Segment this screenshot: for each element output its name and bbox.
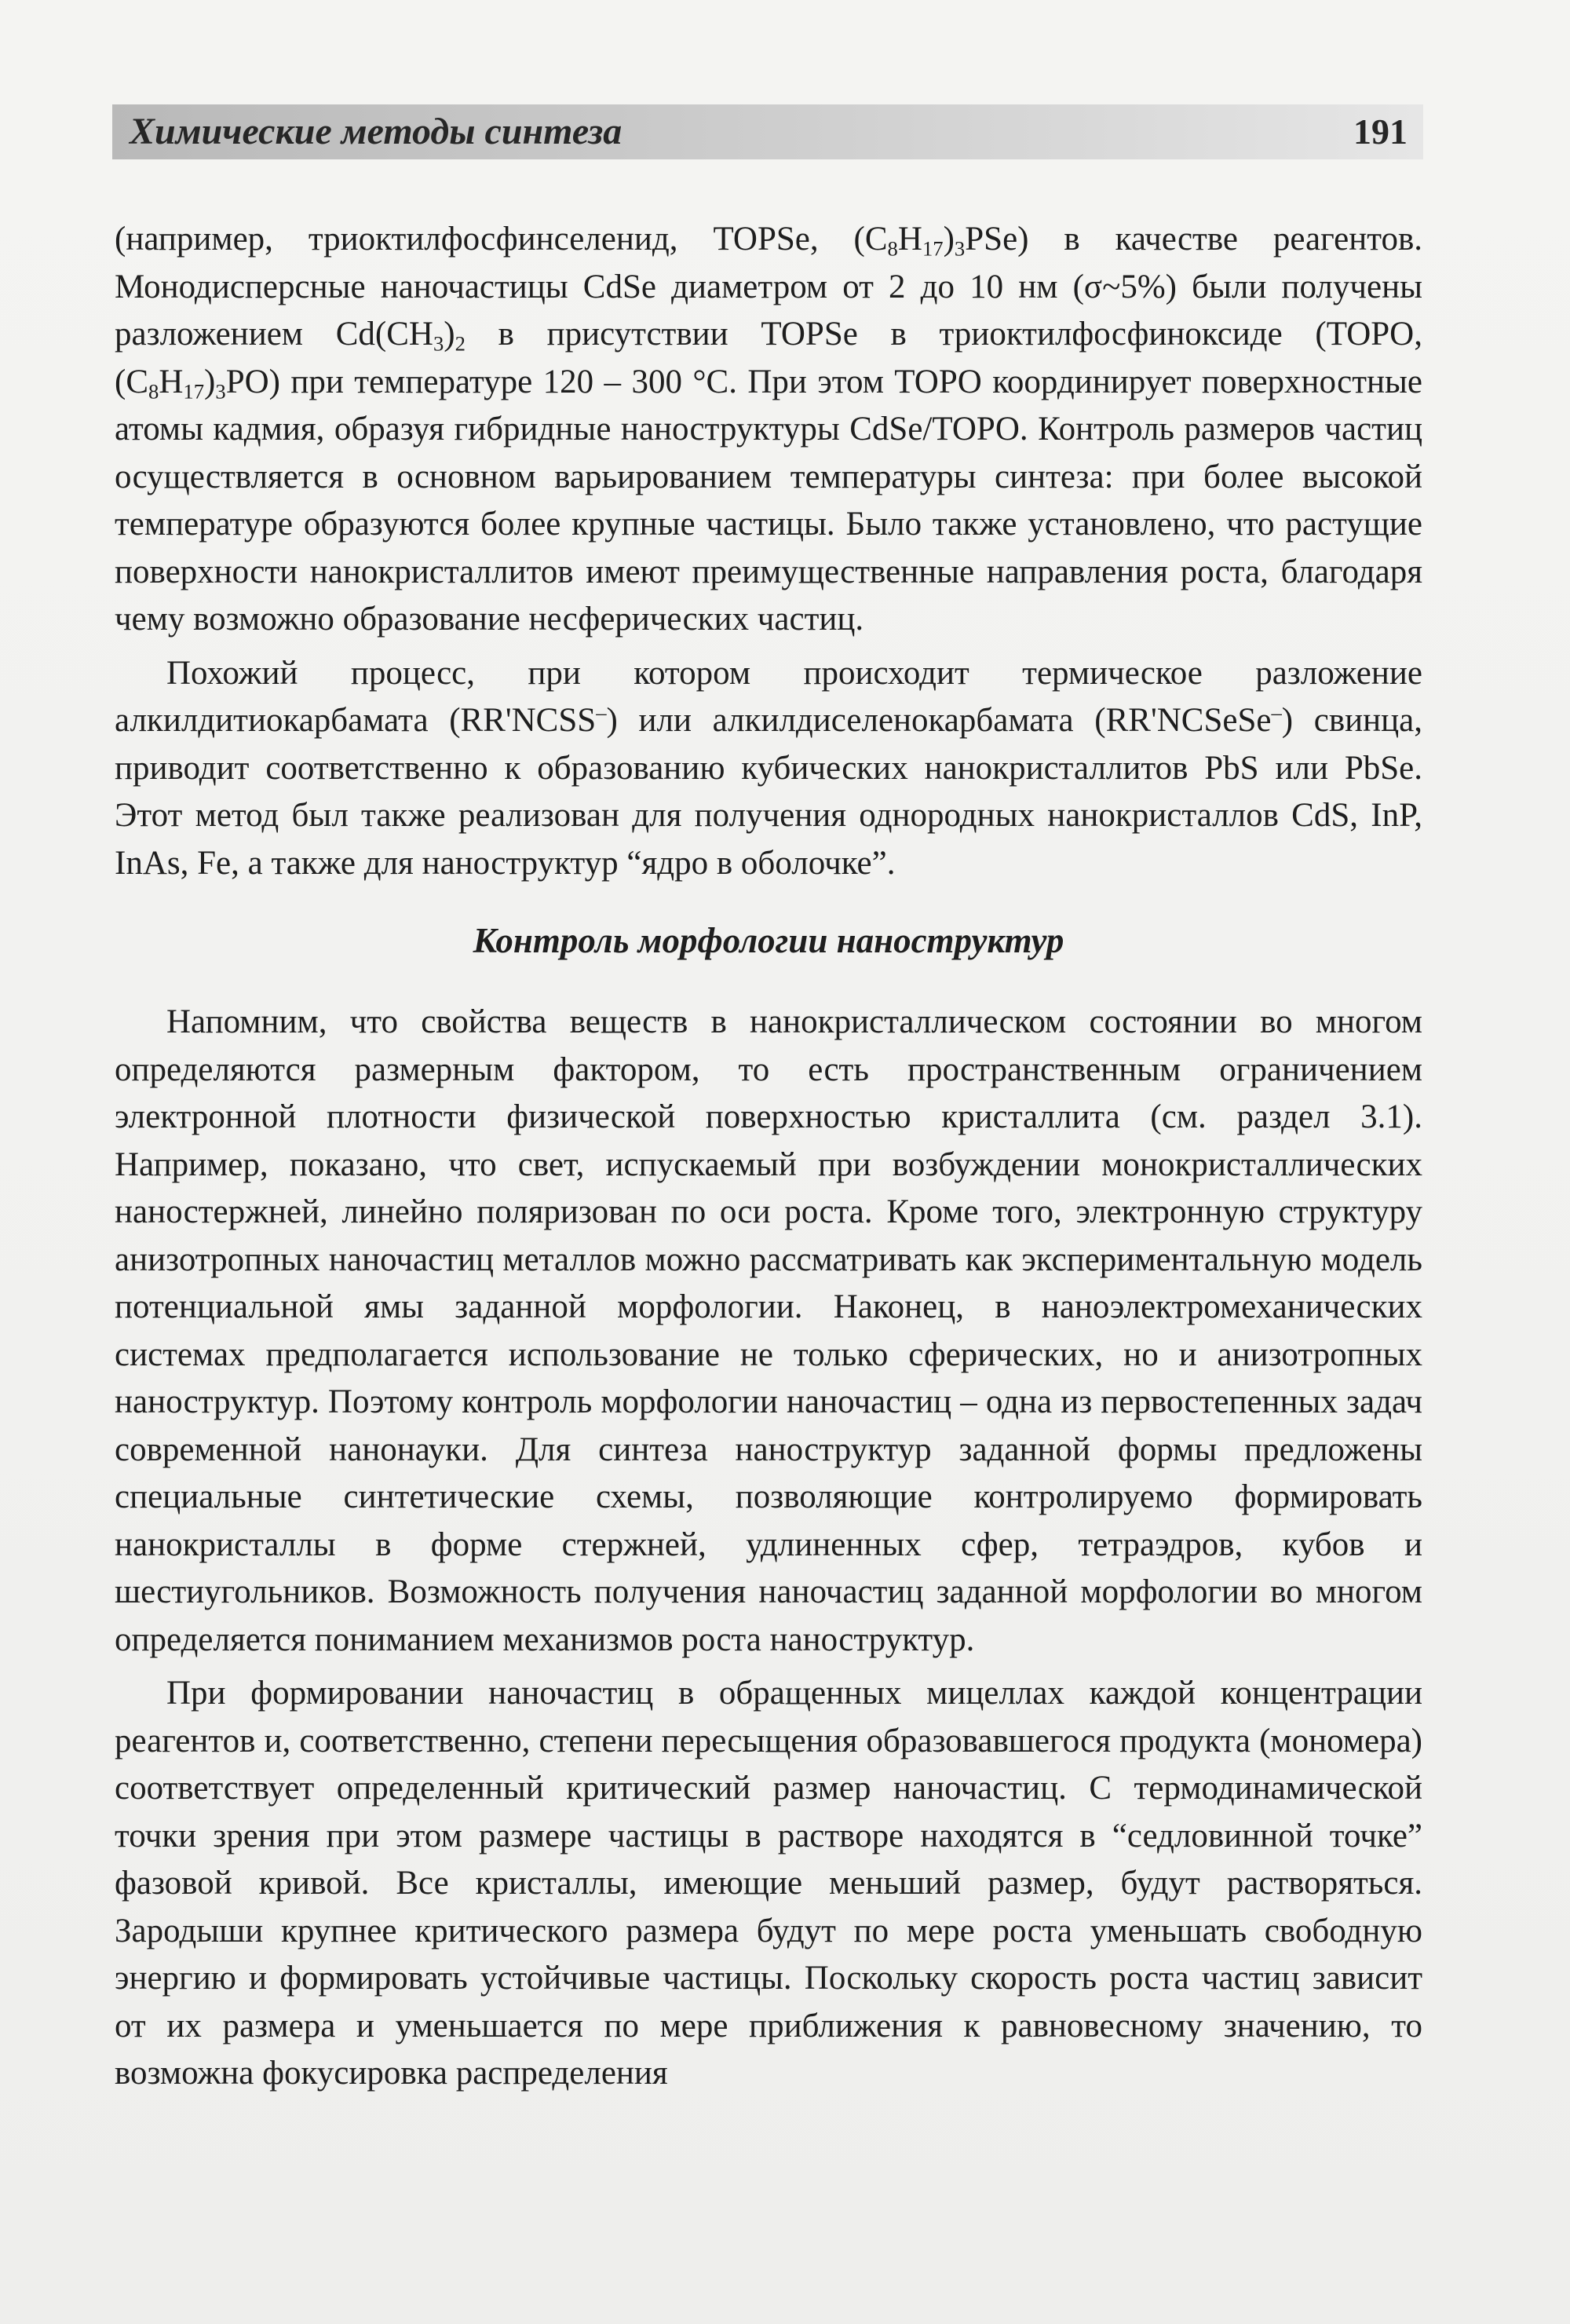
subscript-text: 17 — [922, 236, 944, 261]
text-run: в присутствии TOPSe в триоктилфосфиноксиде (TOPO, (C — [115, 316, 1422, 400]
page-number: 191 — [1353, 111, 1408, 152]
text-run: PSe) в качестве реагентов. Монодисперсные наночастицы CdSe диаметром от 2 до 10 нм (σ~5%) были получены разложением Cd(CH — [115, 221, 1423, 353]
subscript-text: 8 — [148, 378, 159, 403]
superscript-text: – — [596, 700, 607, 725]
superscript-text: – — [1271, 700, 1282, 725]
paragraph-4 — [115, 1670, 1422, 2098]
paragraph-1 — [115, 216, 1422, 644]
text-run: Напомним, что свойства веществ в нанокристаллическом состоянии во многом определяются размерным фактором, то есть пространственным ограничением электронной плотности физической поверхностью кристаллита (см. раздел 3.1). Например, показано, что свет, испускаемый при возбуждении монокристаллических наностержней, линейно поляризован по оси роста. Кроме того, электронную структуру анизотропных наночастиц металлов можно рассматривать как экспериментальную модель потенциальной ямы заданной морфологии. Наконец, в наноэлектромеханических системах предполагается использование не только сферических, но и анизотропных наноструктур. Поэтому контроль морфологии наночастиц – одна из первостепенных задач современной нанонауки. Для синтеза наноструктур заданной формы предложены специальные синтетические схемы, позволяющие контролируемо формировать нанокристаллы в форме стержней, удлиненных сфер, тетраэдров, кубов и шестиугольников. Возможность получения наночастиц заданной морфологии во многом определяется пониманием механизмов роста наноструктур. — [115, 1003, 1422, 1658]
subscript-text: 17 — [183, 378, 205, 403]
text-run: ) свинца, приводит соответственно к образованию кубических нанокристаллитов PbS или PbSe. Этот метод был также реализован для получения однородных нанокристаллов CdS, InP, InAs, Fe, а также для наноструктур “ядро в оболочке”. — [115, 702, 1423, 882]
paragraph-2 — [115, 650, 1422, 888]
text-run: H — [897, 221, 922, 258]
text-run: PO) при температуре 120 – 300 °C. При этом TOPO координирует поверхностные атомы кадмия, образуя гибридные наноструктуры CdSe/TOPO. Контроль размеров частиц осуществляется в основном варьированием температуры синтеза: при более высокой температуре образуются более крупные частицы. Было также установлено, что растущие поверхности нанокристаллитов имеют преимущественные направления роста, благодаря чему возможно образование несферических частиц. — [115, 363, 1422, 638]
subscript-text: 3 — [215, 378, 226, 403]
running-title: Химические методы синтеза — [130, 111, 623, 152]
paragraph-3 — [115, 999, 1422, 1664]
text-run: Похожий процесс, при котором происходит термическое разложение алкилдитиокарбамата (RR'NCSS — [115, 654, 1422, 739]
text-run: H — [159, 363, 184, 400]
subscript-text: 3 — [433, 331, 444, 356]
text-run: ) или алкилдиселенокарбамата (RR'NCSeSe — [606, 702, 1272, 739]
running-header-bar — [112, 104, 1423, 159]
body-text — [115, 216, 1422, 2098]
subscript-text: 3 — [954, 236, 966, 261]
text-run: При формировании наночастиц в обращенных мицеллах каждой концентрации реагентов и, соответственно, степени пересыщения образовавшегося продукта (мономера) соответствует определенный критический размер наночастиц. С термодинамической точки зрения при этом размере частицы в растворе находятся в “седловинной точке” фазовой кривой. Все кристаллы, имеющие меньший размер, будут растворяться. Зародыши крупнее критического размера будут по мере роста уменьшать свободную энергию и формировать устойчивые частицы. Поскольку скорость роста частиц зависит от их размера и уменьшается по мере приближения к равновесному значению, то возможна фокусировка распределения — [115, 1675, 1422, 2092]
text-run: ) — [444, 316, 455, 353]
text-run: (например, триоктилфосфинселенид, TOPSe, (C — [115, 221, 888, 258]
text-run: ) — [204, 363, 216, 400]
text-run: ) — [943, 221, 955, 258]
section-heading: Контроль морфологии наноструктур — [473, 921, 1064, 960]
subscript-text: 8 — [887, 236, 898, 261]
subscript-text: 2 — [455, 331, 466, 356]
